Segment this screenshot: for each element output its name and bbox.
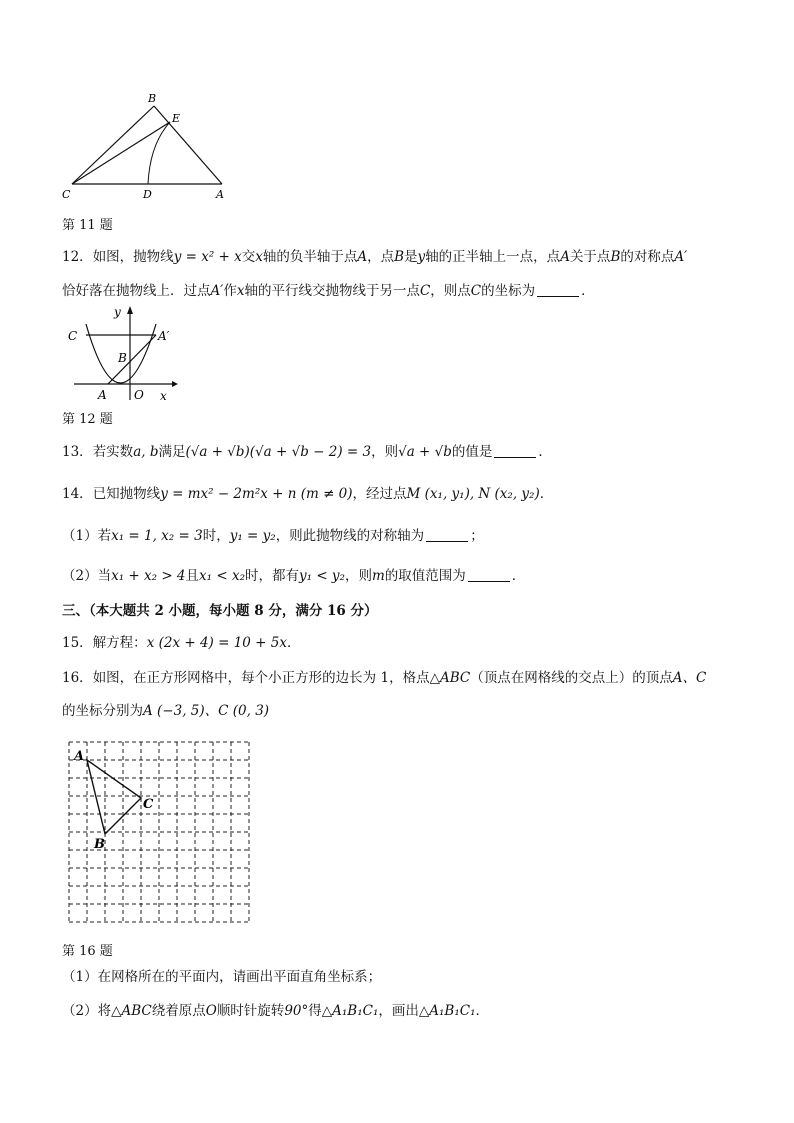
- q12-text: 轴的负半轴于点: [262, 249, 358, 265]
- q12-var: B: [394, 249, 405, 265]
- label-A: A: [216, 188, 224, 201]
- q14-var: m: [371, 568, 385, 584]
- triangle-ABC: [87, 760, 141, 834]
- q14-text: ，则此抛物线的对称轴为: [275, 528, 425, 544]
- q16-text: ，画出: [378, 1003, 419, 1019]
- q16-text: 将: [97, 1003, 112, 1019]
- q14-text: 的取值范围为: [384, 568, 466, 584]
- question-14: [62, 484, 553, 504]
- label-C: C: [143, 797, 154, 812]
- q14-formula: y = mx² − 2m²x + n (m ≠ 0): [160, 486, 353, 502]
- q16-triangle: △ABC: [111, 1003, 152, 1019]
- q15-equation: x (2x + 4) = 10 + 5x: [146, 635, 287, 651]
- q12-text: 恰好落在抛物线上．过点: [62, 283, 211, 299]
- q14-number: 14．: [62, 486, 93, 502]
- q12-text: 是: [404, 249, 418, 265]
- dashed-grid: [69, 742, 249, 922]
- caption-figure-11: 第 11 题: [62, 218, 113, 233]
- figure-12: [64, 302, 184, 404]
- q12-text: ，点: [367, 249, 395, 265]
- q16-text: 顺时针旋转: [216, 1003, 285, 1019]
- q14-points: M (x₁, y₁), N (x₂, y₂): [406, 486, 540, 502]
- q12-text: 作: [223, 283, 237, 299]
- label-A: A: [74, 749, 85, 764]
- segment-CB: [72, 106, 154, 184]
- q12-text: 的坐标为: [481, 283, 536, 299]
- q16-text: （顶点在网格线的交点上）的顶点: [470, 670, 673, 686]
- q14-text: 时，: [202, 528, 230, 544]
- q14-text: 若: [97, 528, 112, 544]
- q14-text: 时，都有: [244, 568, 299, 584]
- question-16-part-1: [62, 967, 381, 987]
- question-14-part-1: [62, 526, 484, 546]
- answer-blank[interactable]: [494, 443, 536, 458]
- q14-cond: x₁ + x₂ > 4: [111, 568, 186, 584]
- q12-var: B: [610, 249, 621, 265]
- q12-var: A′: [674, 249, 688, 265]
- q12-var: x: [236, 283, 245, 299]
- label-B: B: [118, 351, 127, 365]
- x-axis-arrow: [172, 381, 178, 387]
- q16-text: 的坐标分别为: [62, 703, 143, 719]
- q14-cond: x₁ < x₂: [199, 568, 245, 584]
- section-3-heading: 三、（本大题共 2 小题，每小题 8 分，满分 16 分）: [62, 603, 378, 619]
- q15-number: 15．: [62, 635, 93, 651]
- q13-end: ．: [538, 444, 552, 460]
- q16-triangle: △A₁B₁C₁: [321, 1003, 379, 1019]
- q12-text: 轴的平行线交抛物线于另一点: [244, 283, 420, 299]
- q12-var: A′: [210, 283, 224, 299]
- q14-cond: x₁ = 1, x₂ = 3: [111, 528, 203, 544]
- question-16-line-2: [62, 701, 269, 721]
- q16-part1-number: （1）: [62, 969, 98, 985]
- q16-text: 绕着原点: [151, 1003, 206, 1019]
- q16-coords: A (−3, 5)、C (0, 3): [143, 703, 270, 719]
- q13-var: a, b: [133, 444, 159, 460]
- label-D: D: [143, 188, 152, 201]
- q16-number: 16．: [62, 670, 93, 686]
- label-B: B: [94, 837, 105, 852]
- q12-var: x: [255, 249, 263, 265]
- q16-text: 如图，在正方形网格中，每个小正方形的边长为 1，格点: [92, 670, 430, 686]
- q14-end: ；: [470, 528, 484, 544]
- q12-number: 12．: [62, 249, 93, 265]
- q14-end: ．: [511, 568, 526, 584]
- q12-var: C: [419, 283, 431, 299]
- q14-text: 已知抛物线: [92, 486, 161, 502]
- arc-DE: [148, 122, 170, 184]
- q14-part2-number: （2）: [62, 568, 98, 584]
- q12-formula: y = x² + x: [173, 249, 242, 265]
- q14-text: 且: [185, 568, 200, 584]
- q16-part2-number: （2）: [62, 1003, 98, 1019]
- answer-blank[interactable]: [537, 282, 579, 297]
- q12-text: 如图，抛物线: [92, 249, 174, 265]
- q14-end: ．: [539, 486, 554, 502]
- q15-text: 解方程：: [92, 635, 147, 651]
- caption-figure-12: 第 12 题: [62, 412, 113, 427]
- q12-var: y: [417, 249, 426, 265]
- figure-16: [60, 738, 260, 938]
- q13-text: 的值是: [451, 444, 493, 460]
- question-16-line-1: [62, 668, 706, 688]
- question-12-line-1: [62, 247, 687, 267]
- answer-blank[interactable]: [468, 567, 510, 582]
- q13-equation: (√a + √b)(√a + √b − 2) = 3: [185, 444, 372, 460]
- answer-blank[interactable]: [426, 527, 468, 542]
- q16-vars: A、C: [672, 670, 707, 686]
- q12-text: ，则点: [430, 283, 471, 299]
- q16-end: ．: [475, 1003, 489, 1019]
- q16-var: O: [205, 1003, 217, 1019]
- question-15: [62, 633, 300, 653]
- figure-11: [58, 88, 238, 206]
- q12-text: 关于点: [569, 249, 611, 265]
- y-axis-arrow: [127, 306, 133, 314]
- q16-text: 得: [308, 1003, 322, 1019]
- segment-BA: [154, 106, 222, 184]
- q13-expr: √a + √b: [398, 444, 452, 460]
- label-A: A: [98, 388, 107, 402]
- q14-text: ，则: [344, 568, 372, 584]
- q13-number: 13．: [62, 444, 93, 460]
- label-y: y: [114, 305, 121, 319]
- question-13: [62, 442, 552, 462]
- q14-eq: y₁ = y₂: [229, 528, 276, 544]
- q16-angle: 90°: [284, 1003, 309, 1019]
- q16-part1-text: 在网格所在的平面内，请画出平面直角坐标系；: [97, 969, 382, 985]
- q12-text: 的对称点: [620, 249, 675, 265]
- label-C: C: [62, 188, 71, 201]
- q12-var: C: [470, 283, 482, 299]
- caption-figure-16: 第 16 题: [62, 944, 113, 959]
- question-16-part-2: [62, 1001, 489, 1021]
- q16-triangle: △ABC: [429, 670, 471, 686]
- label-E: E: [172, 112, 181, 125]
- segment-CE: [72, 122, 170, 184]
- q12-var: A: [560, 249, 570, 265]
- q15-end: ．: [286, 635, 301, 651]
- q12-end: ．: [581, 283, 595, 299]
- label-x: x: [160, 389, 167, 403]
- q14-ineq: y₁ < y₂: [298, 568, 345, 584]
- question-12-line-2: [62, 281, 595, 301]
- question-14-part-2: [62, 566, 525, 586]
- label-O: O: [134, 388, 144, 402]
- label-A-prime: A′: [158, 329, 170, 343]
- q12-var: A: [357, 249, 368, 265]
- q14-part1-number: （1）: [62, 528, 98, 544]
- q14-text: 当: [97, 568, 112, 584]
- label-B: B: [148, 92, 157, 105]
- q12-text: 交: [241, 249, 256, 265]
- q13-text: 若实数: [92, 444, 134, 460]
- q12-text: 轴的正半轴上一点，点: [425, 249, 561, 265]
- q13-text: ，则: [371, 444, 399, 460]
- q14-text: ，经过点: [352, 486, 407, 502]
- q13-text: 满足: [158, 444, 186, 460]
- q16-triangle: △A₁B₁C₁: [418, 1003, 476, 1019]
- label-C: C: [68, 329, 78, 343]
